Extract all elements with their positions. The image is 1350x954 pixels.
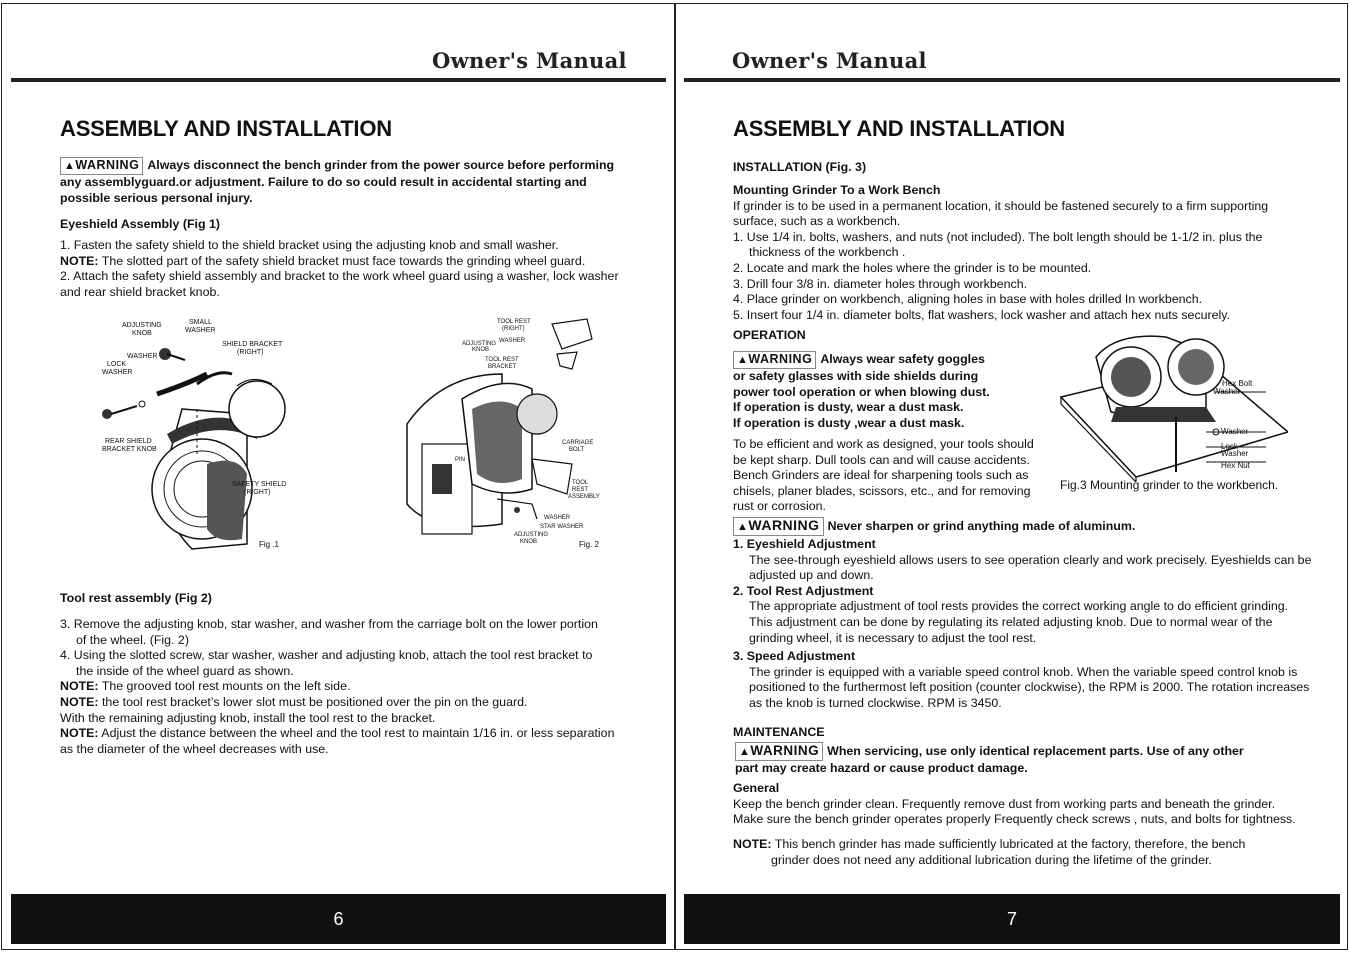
warning-triangle-icon: ▲ xyxy=(64,160,76,172)
eyeshield-steps xyxy=(60,238,630,300)
right-page xyxy=(675,3,1348,950)
toolrest-step-3: 3. Remove the adjusting knob, star washer, and washer from the carriage bolt on the lower portion xyxy=(60,617,598,631)
eyeshield-note: NOTE: The slotted part of the safety shield bracket must face towards the grinding wheel guard. xyxy=(60,253,586,268)
svg-text:SHIELD BRACKET: SHIELD BRACKET xyxy=(222,341,283,348)
svg-text:ASSEMBLY: ASSEMBLY xyxy=(568,494,600,500)
svg-text:BOLT: BOLT xyxy=(569,447,585,453)
warning-triangle-icon: ▲ xyxy=(739,746,751,758)
left-page xyxy=(1,3,675,950)
warning-badge: ▲WARNING xyxy=(735,742,823,761)
warning-badge: ▲WARNING xyxy=(733,351,816,369)
svg-text:Fig .1: Fig .1 xyxy=(259,540,280,549)
page-footer xyxy=(11,894,666,944)
mounting-heading: Mounting Grinder To a Work Bench xyxy=(733,183,941,197)
header-rule xyxy=(11,78,666,82)
warning-block xyxy=(60,157,625,206)
lubrication-note: NOTE: This bench grinder has made sufficiently lubricated at the factory, therefore, the bench grinder does not need any additional lubrication during the lifetime of the grinder. xyxy=(733,837,1246,867)
page-number: 7 xyxy=(1006,908,1017,929)
warning-text: Always disconnect the bench grinder from the power source before performing any assemblyguard.or adjustment. Failure to do so could result in accidental starting and possible serious personal injury. xyxy=(60,158,615,205)
eyeshield-heading: Eyeshield Assembly (Fig 1) xyxy=(60,217,220,231)
operation-text: To be efficient and work as designed, your tools should be kept sharp. Dull tools can and will cause accidents. Bench Grinders are ideal for sharpening tools such as chisels, planer blades, scissors, etc., and for removing rust or corrosion. xyxy=(733,437,1034,514)
svg-text:REST: REST xyxy=(572,487,589,493)
maintenance-warning: ▲WARNING When servicing, use only identical replacement parts. Use of any other part may create hazard or cause product damage. xyxy=(735,743,1244,775)
svg-text:KNOB: KNOB xyxy=(472,347,490,353)
svg-text:(RIGHT): (RIGHT) xyxy=(237,349,264,356)
eyeshield-adjustment-heading: 1. Eyeshield Adjustment xyxy=(733,537,876,551)
svg-text:TOOL: TOOL xyxy=(572,480,589,486)
svg-text:BRACKET: BRACKET xyxy=(488,364,517,370)
page-header: Owner's Manual xyxy=(432,48,627,73)
toolrest-note-3: NOTE: Adjust the distance between the wheel and the tool rest to maintain 1/16 in. or less separation xyxy=(60,726,615,741)
aluminum-warning: ▲WARNING Never sharpen or grind anything made of aluminum. xyxy=(733,517,1135,536)
svg-text:WASHER: WASHER xyxy=(185,327,216,334)
svg-text:Hex Nut: Hex Nut xyxy=(1221,461,1250,470)
general-heading: General xyxy=(733,781,780,795)
svg-text:WASHER: WASHER xyxy=(544,515,571,521)
svg-text:Hex Bolt: Hex Bolt xyxy=(1222,379,1253,388)
page-header: Owner's Manual xyxy=(732,48,927,73)
svg-text:KNOB: KNOB xyxy=(132,330,152,337)
warning-badge: ▲WARNING xyxy=(733,517,824,536)
general-section: General Keep the bench grinder clean. Frequently remove dust from working parts and beneath the grinder. Make sure the bench grinder operates properly Frequently check screws , nuts, and bolts for tightness. xyxy=(733,781,1323,828)
svg-text:(RIGHT): (RIGHT) xyxy=(502,326,525,332)
speed-adjustment-heading: 3. Speed Adjustment xyxy=(733,649,856,664)
svg-text:ADJUSTING: ADJUSTING xyxy=(462,341,497,347)
section-title: ASSEMBLY AND INSTALLATION xyxy=(733,116,1065,141)
header-rule xyxy=(684,78,1340,82)
operation-heading: OPERATION xyxy=(733,328,806,342)
toolrest-step-4: 4. Using the slotted screw, star washer, washer and adjusting knob, attach the tool rest bracket to xyxy=(60,648,593,663)
adjustments: 1. Eyeshield Adjustment The see-through eyeshield allows users to see operation clearly and work precisely. Eyeshields can be adjusted up and down. 2. Tool Rest Adjustment The appropriate adjustment of tool rests provides the correct working angle to do efficient grinding. This adjustment can be done by regulating its related adjusting knob. Due to normal wear of the grinding wheel, it is necessary to adjust the tool rest. 3. Speed Adjustment The grinder is equipped with a variable speed control knob. When the variable speed control knob is positioned to the furthermost left position (counter clockwise), the RPM is 2000. The rotation increases as the knob is turned clockwise. RPM is 3450. xyxy=(733,537,1312,710)
warning-triangle-icon: ▲ xyxy=(737,521,749,533)
fig2-toolrest-diagram xyxy=(402,314,607,554)
svg-text:CARRIAGE: CARRIAGE xyxy=(562,440,594,446)
svg-text:WASHER: WASHER xyxy=(102,369,133,376)
svg-text:TOOL REST: TOOL REST xyxy=(485,357,519,363)
svg-text:(RIGHT): (RIGHT) xyxy=(244,489,271,496)
svg-text:PIN: PIN xyxy=(455,457,466,463)
mounting-section: Mounting Grinder To a Work Bench If grinder is to be used in a permanent location, it should be fastened securely to a firm supporting surface, such as a workbench. 1. Use 1/4 in. bolts, washers, and nuts (not included). The bolt length should be 1-1/2 in. plus the thickness of the workbench . 2. Locate and mark the holes where the grinder is to be mounted. 3. Drill four 3/8 in. diameter holes through workbench. 4. Place grinder on workbench, aligning holes in base with holes drilled In workbench. 5. Insert four 1/4 in. diameter bolts, flat washers, lock washer and attach hex nuts securely. xyxy=(733,183,1293,323)
installation-heading: INSTALLATION (Fig. 3) xyxy=(733,160,867,174)
warning-badge: ▲WARNING xyxy=(60,157,143,175)
svg-text:Washer: Washer xyxy=(1221,449,1249,458)
eyeshield-step-2: 2. Attach the safety shield assembly and bracket to the work wheel guard using a washer, lock washer and rear shield bracket knob. xyxy=(60,269,619,299)
svg-text:BRACKET KNOB: BRACKET KNOB xyxy=(102,446,157,453)
svg-text:KNOB: KNOB xyxy=(520,539,538,545)
toolrest-note-2: NOTE: the tool rest bracket’s lower slot must be positioned over the pin on the guard. xyxy=(60,694,528,709)
toolrest-steps: 3. Remove the adjusting knob, star washer, and washer from the carriage bolt on the lower portion of the wheel. (Fig. 2) 4. Using the slotted screw, star washer, washer and adjusting knob, attach the tool rest bracket to the inside of the wheel guard as shown. NOTE: The grooved tool rest mounts on the left side. NOTE: the tool rest bracket’s lower slot must be positioned over the pin on the guard. With the remaining adjusting knob, install the tool rest to the bracket. NOTE: Adjust the distance between the wheel and the tool rest to maintain 1/16 in. or less separation as the diameter of the wheel decreases with use. xyxy=(60,617,635,757)
svg-text:REAR SHIELD: REAR SHIELD xyxy=(105,438,152,445)
page-number: 6 xyxy=(333,908,344,929)
maintenance-heading: MAINTENANCE xyxy=(733,725,825,739)
svg-text:ADJUSTING: ADJUSTING xyxy=(514,532,549,538)
svg-text:Lock: Lock xyxy=(1221,442,1238,451)
svg-text:WASHER: WASHER xyxy=(499,338,526,344)
page-footer xyxy=(684,894,1340,944)
eyeshield-step-1: 1. Fasten the safety shield to the shield bracket using the adjusting knob and small washer. xyxy=(60,238,559,252)
svg-text:LOCK: LOCK xyxy=(107,361,127,368)
toolrest-heading: Tool rest assembly (Fig 2) xyxy=(60,591,212,605)
svg-text:Washer: Washer xyxy=(1221,427,1249,436)
fig3-caption: Fig.3 Mounting grinder to the workbench. xyxy=(1060,478,1279,492)
svg-text:Washer: Washer xyxy=(1213,387,1241,396)
toolrest-adjustment-heading: 2. Tool Rest Adjustment xyxy=(733,583,874,598)
fig3-workbench-diagram xyxy=(1056,322,1288,482)
section-title: ASSEMBLY AND INSTALLATION xyxy=(60,116,392,141)
warning-triangle-icon: ▲ xyxy=(737,354,749,366)
svg-text:SAFETY SHIELD: SAFETY SHIELD xyxy=(232,481,287,488)
svg-text:WASHER: WASHER xyxy=(127,353,158,360)
svg-text:TOOL REST: TOOL REST xyxy=(497,319,531,325)
svg-text:STAR WASHER: STAR WASHER xyxy=(540,524,584,530)
fig1-eyeshield-diagram xyxy=(97,314,297,554)
svg-text:ADJUSTING: ADJUSTING xyxy=(122,322,162,329)
svg-text:Fig. 2: Fig. 2 xyxy=(579,540,600,549)
toolrest-note-1: NOTE: The grooved tool rest mounts on the left side. xyxy=(60,679,351,694)
operation-warning: ▲WARNING Always wear safety goggles or safety glasses with side shields during power tool operation or when blowing dust. If operation is dusty, wear a dust mask. If operation is dusty ,wear a dust mask. xyxy=(733,352,990,430)
svg-text:SMALL: SMALL xyxy=(189,319,212,326)
